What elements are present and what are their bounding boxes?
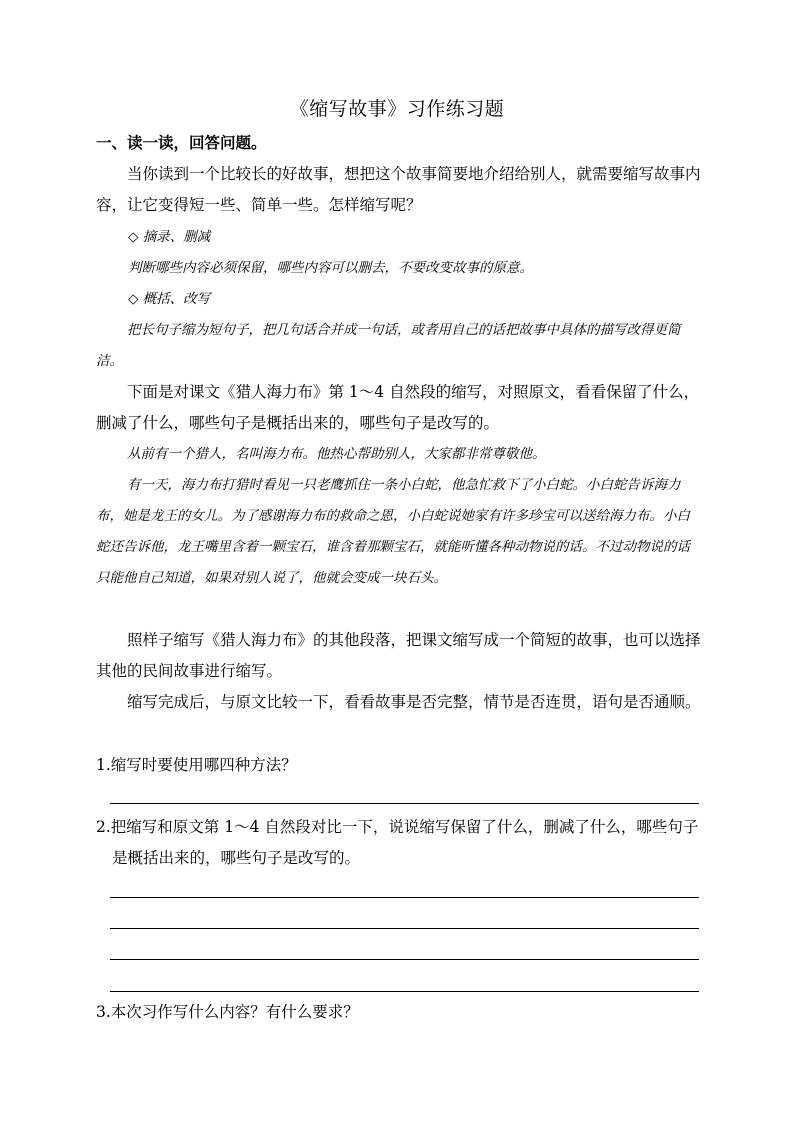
answer-line[interactable] [110, 959, 699, 960]
example-paragraph-2: 有一天，海力布打猎时看见一只老鹰抓住一条小白蛇，他急忙救下了小白蛇。小白蛇告诉海力布，她是龙王的女儿。为了感谢海力布的救命之恩，小白蛇说她家有许多珍宝可以送给海力布。小白蛇还告诉他，龙王嘴里含着一颗宝石，谁含着那颗宝石，就能听懂各种动物说的话。不过动物说的话只能他自己知道，如果对别人说了，他就会变成一块石头。 [96, 477, 690, 586]
question-3 [96, 997, 702, 1028]
answer-line[interactable] [110, 991, 699, 992]
method-2-description: 把长句子缩为短句子，把几句话合并成一句话，或者用自己的话把故事中具体的描写改得更简洁。 [96, 322, 681, 369]
question-text: 本次习作写什么内容？有什么要求？ [110, 1003, 359, 1021]
question-text: 把缩写和原文第 1～4 自然段对比一下，说说缩写保留了什么，删减了什么，哪些句子是概括出来的，哪些句子是改写的。 [110, 818, 699, 867]
question-number: 3. [96, 1003, 111, 1021]
method-1-description: 判断哪些内容必须保留，哪些内容可以删去，不要改变故事的原意。 [128, 260, 533, 276]
answer-line[interactable] [110, 897, 699, 898]
example-intro-paragraph: 下面是对课文《猎人海力布》第 1～4 自然段的缩写，对照原文，看看保留了什么，删减了什么，哪些句子是概括出来的，哪些句子是改写的。 [96, 383, 700, 432]
question-1 [96, 750, 702, 781]
question-number: 1. [96, 756, 111, 774]
task-paragraph-1: 照样子缩写《猎人海力布》的其他段落，把课文缩写成一个简短的故事，也可以选择其他的民间故事进行缩写。 [96, 631, 701, 680]
answer-line[interactable] [110, 803, 699, 804]
intro-paragraph: 当你读到一个比较长的好故事，想把这个故事简要地介绍给别人，就需要缩写故事内容，让它变得短一些、简单一些。怎样缩写呢？ [96, 165, 701, 214]
method-2-title: ◇ 概括、改写 [128, 291, 211, 307]
task-paragraph-2: 缩写完成后，与原文比较一下，看看故事是否完整，情节是否连贯，语句是否通顺。 [127, 693, 701, 711]
section-heading: 一、读一读，回答问题。 [96, 133, 267, 152]
answer-line[interactable] [110, 928, 699, 929]
page-title: 《缩写故事》习作练习题 [289, 98, 505, 120]
question-number: 2. [96, 818, 111, 836]
method-1-title: ◇ 摘录、删减 [128, 229, 211, 245]
question-2 [96, 812, 702, 874]
example-paragraph-1: 从前有一个猎人，名叫海力布。他热心帮助别人，大家都非常尊敬他。 [127, 446, 546, 462]
question-text: 缩写时要使用哪四种方法？ [110, 756, 297, 774]
